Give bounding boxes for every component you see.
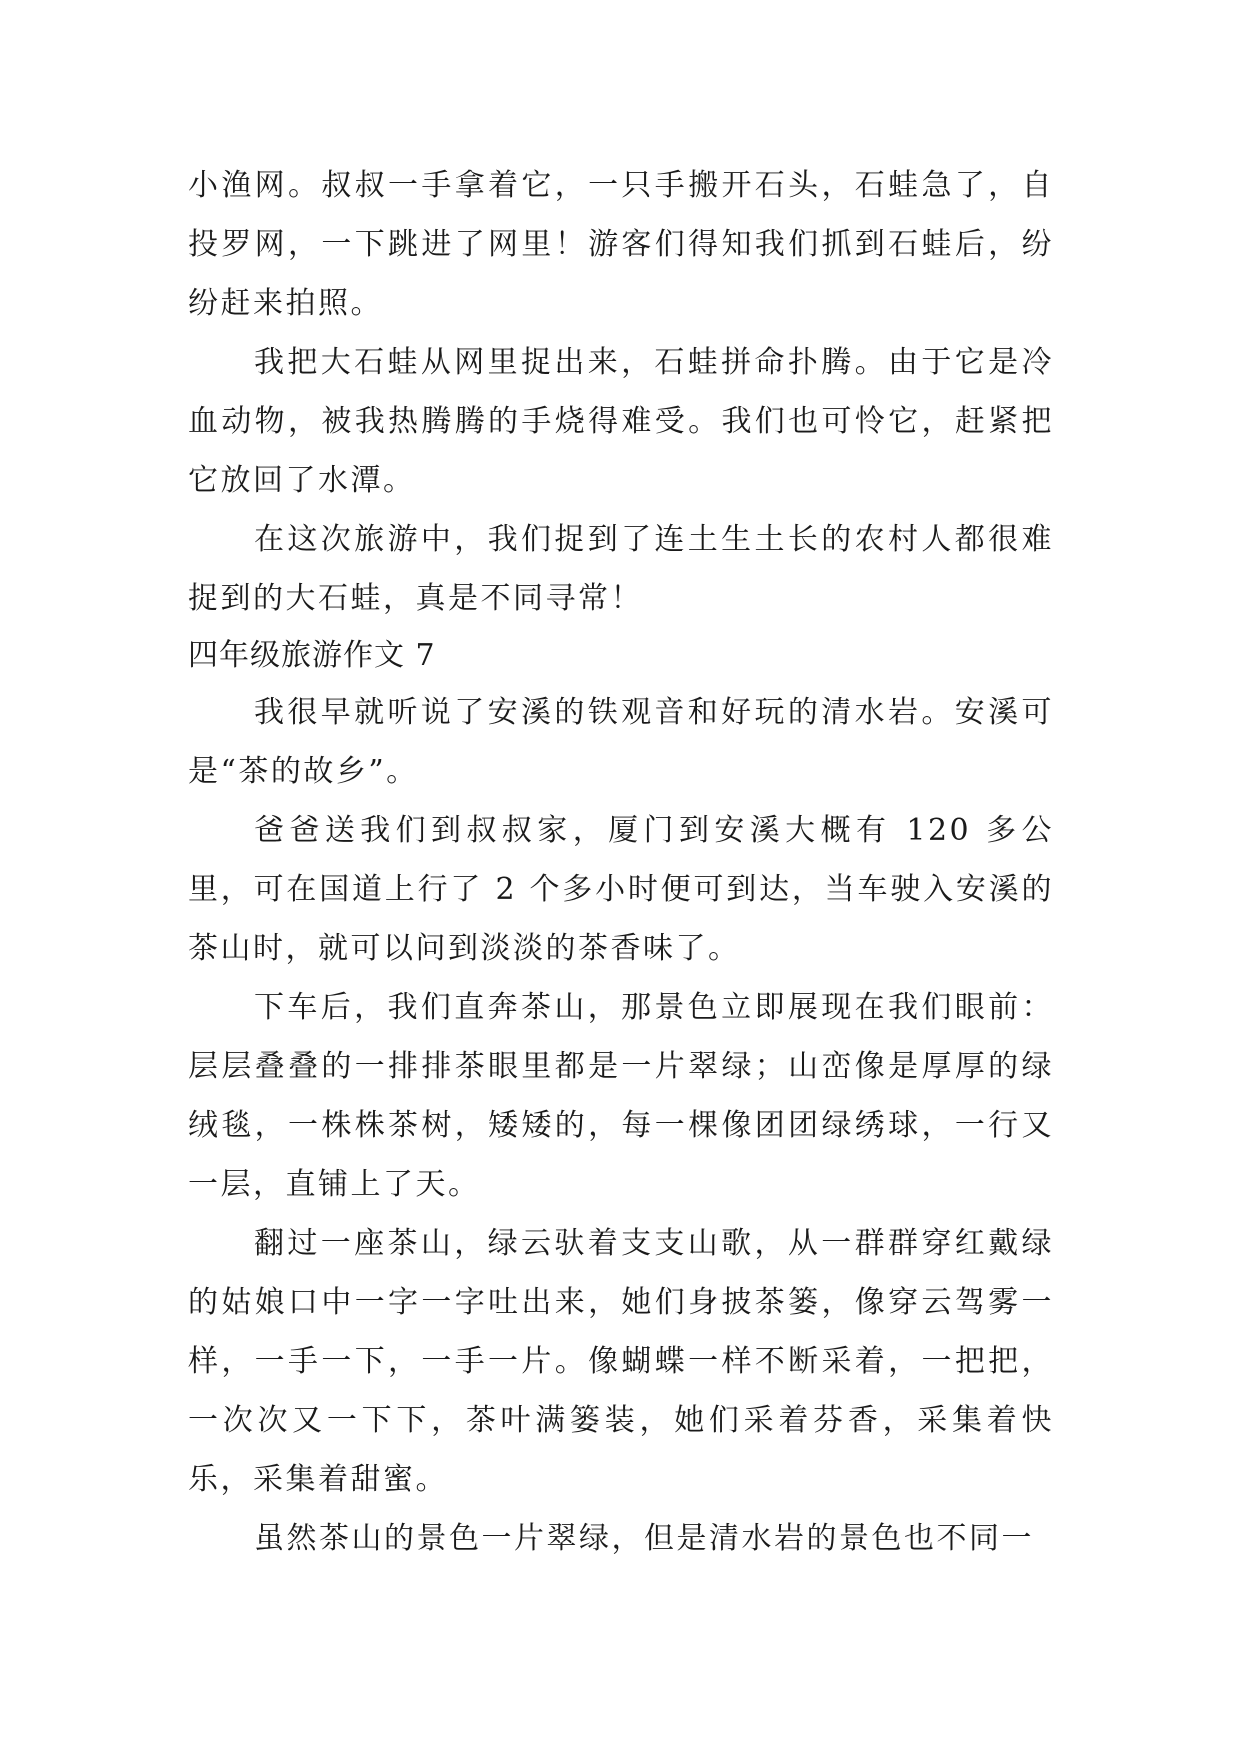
paragraph-7: 翻过一座茶山，绿云驮着支支山歌，从一群群穿红戴绿的姑娘口中一字一字吐出来，她们身披茶篓，像穿云驾雾一样，一手一下，一手一片。像蝴蝶一样不断采着，一把把，一次次又一下下，茶叶满篓装，她们采着芬香，采集着快乐，采集着甜蜜。 xyxy=(188,1226,1054,1497)
document-page xyxy=(188,156,1054,1568)
paragraph-8: 虽然茶山的景色一片翠绿，但是清水岩的景色也不同一 xyxy=(254,1521,1034,1556)
paragraph-6: 下车后，我们直奔茶山，那景色立即展现在我们眼前：层层叠叠的一排排茶眼里都是一片翠绿；山峦像是厚厚的绿绒毯，一株株茶树，矮矮的，每一棵像团团绿绣球，一行又一层，直铺上了天。 xyxy=(188,990,1054,1202)
section-heading: 四年级旅游作文 7 xyxy=(188,638,436,673)
paragraph-3: 在这次旅游中，我们捉到了连土生土长的农村人都很难捉到的大石蛙，真是不同寻常！ xyxy=(188,522,1054,616)
paragraph-2: 我把大石蛙从网里捉出来，石蛙拼命扑腾。由于它是冷血动物，被我热腾腾的手烧得难受。我们也可怜它，赶紧把它放回了水潭。 xyxy=(188,345,1054,498)
paragraph-5: 爸爸送我们到叔叔家，厦门到安溪大概有 120 多公里，可在国道上行了 2 个多小时便可到达，当车驶入安溪的茶山时，就可以问到淡淡的茶香味了。 xyxy=(188,813,1054,966)
paragraph-4: 我很早就听说了安溪的铁观音和好玩的清水岩。安溪可是“茶的故乡”。 xyxy=(188,695,1054,789)
paragraph-1: 小渔网。叔叔一手拿着它，一只手搬开石头，石蛙急了，自投罗网，一下跳进了网里！游客们得知我们抓到石蛙后，纷纷赶来拍照。 xyxy=(188,168,1054,321)
